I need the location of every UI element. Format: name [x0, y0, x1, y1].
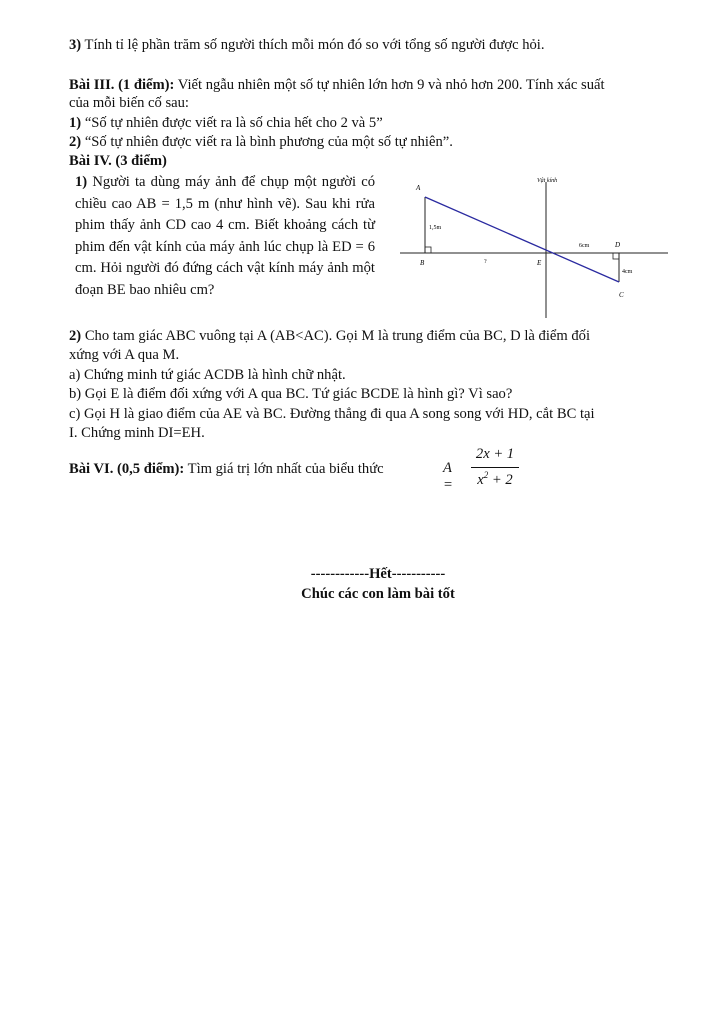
bai4-part2-text: Cho tam giác ABC vuông tại A (AB<AC). Gọi M là trung điểm của BC, D là điểm đối: [81, 328, 591, 344]
bai4-part2-number: 2): [69, 328, 82, 344]
expression-lhs: A =: [443, 460, 453, 493]
point-label-E: E: [537, 259, 542, 267]
point-label-B: B: [420, 259, 425, 267]
bai6: [69, 460, 384, 478]
bai3-item-2-number: 2): [69, 134, 82, 150]
point-label-C: C: [619, 291, 624, 299]
length-label-CD: 4cm: [622, 269, 633, 275]
question-3: [69, 36, 545, 54]
bai6-title: Bài VI. (0,5 điểm):: [69, 461, 185, 477]
question-3-number: 3): [69, 37, 82, 53]
right-angle-mark-D: [613, 253, 619, 259]
bai3-item-1-number: 1): [69, 115, 82, 131]
bai4-part2-b: b) Gọi E là điểm đối xứng với A qua BC. Tứ giác BCDE là hình gì? Vì sao?: [69, 386, 513, 402]
bai4-title: Bài IV. (3 điểm): [69, 153, 167, 169]
length-label-AB: 1,5m: [429, 225, 442, 231]
ray-AC: [425, 197, 619, 282]
lens-label: Vật kính: [537, 178, 558, 184]
length-label-ED: 6cm: [579, 243, 590, 249]
fraction-bar: [471, 467, 519, 468]
end-marker: ------------Hết-----------: [310, 566, 446, 582]
bai3-line1: [69, 76, 605, 94]
length-label-BE: ?: [484, 259, 487, 265]
bai4-part1-text: Người ta dùng máy ảnh để chụp một người có chiều cao AB = 1,5 m (như hình vẽ). Sau khi rửa phim thấy ảnh CD cao 4 cm. Biết khoảng cách từ phim đến vật kính của máy ảnh lúc chụp là ED = 6 cm. Hỏi người đó đứng cách vật kính máy ảnh một đoạn BE bao nhiêu cm?: [75, 174, 375, 298]
bai6-text: Tìm giá trị lớn nhất của biểu thức: [184, 461, 384, 477]
fraction-numerator: 2x + 1: [475, 446, 515, 462]
fraction-denominator: $x^2 + 2$: [477, 470, 513, 488]
bai3-text-line1: Viết ngẫu nhiên một số tự nhiên lớn hơn 9 và nhỏ hơn 200. Tính xác suất: [174, 77, 605, 93]
bai4-part2-c-line2: I. Chứng minh DI=EH.: [69, 425, 205, 441]
point-label-D: D: [615, 241, 621, 249]
bai4-part1-number: 1): [75, 174, 88, 190]
bai4-part2-c-line1: c) Gọi H là giao điểm của AE và BC. Đường thẳng đi qua A song song với HD, cắt BC tại: [69, 406, 595, 422]
bai3-title: Bài III. (1 điểm):: [69, 77, 175, 93]
bai3-item-2-text: “Số tự nhiên được viết ra là bình phương của một số tự nhiên”.: [81, 134, 453, 150]
closing-wish: Chúc các con làm bài tốt: [301, 586, 455, 602]
bai3-item-1: [69, 114, 383, 132]
bai4-part2-line2: xứng với A qua M.: [69, 347, 180, 363]
bai4-part2-a: a) Chứng minh tứ giác ACDB là hình chữ nhật.: [69, 367, 346, 383]
camera-diagram: [390, 170, 690, 320]
bai3-item-1-text: “Số tự nhiên được viết ra là số chia hết cho 2 và 5”: [81, 115, 383, 131]
right-angle-mark-B: [425, 247, 431, 253]
point-label-A: A: [416, 184, 421, 192]
bai4-part2-line1: [69, 327, 590, 345]
bai3-line2: của mỗi biến cố sau:: [69, 95, 189, 111]
bai3-item-2: [69, 133, 453, 151]
question-3-text: Tính tỉ lệ phần trăm số người thích mỗi món đó so với tổng số người được hỏi.: [81, 37, 545, 53]
bai4-part1-paragraph: [75, 172, 375, 301]
